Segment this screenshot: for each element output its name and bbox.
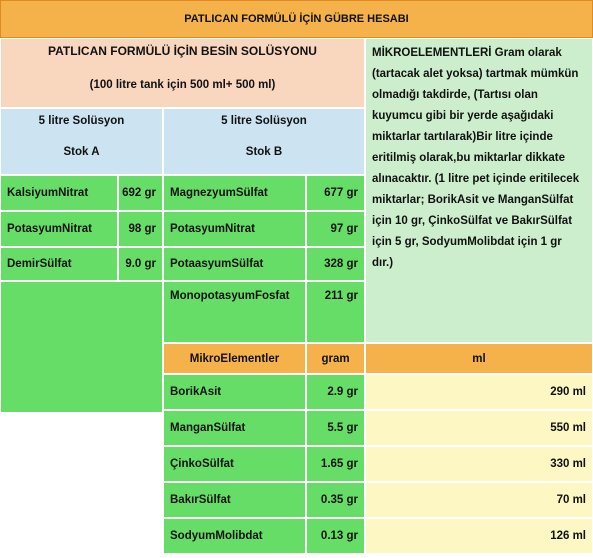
stock-b-heading-line2: Stok B	[245, 146, 283, 158]
stock-b-row-name: PotasyumNitrat	[163, 211, 306, 247]
micro-header-ml: ml	[365, 343, 593, 374]
stock-a-row-amount: 9.0 gr	[118, 247, 163, 281]
microelement-note-text: MİKROELEMENTLERİ Gram olarak (tartacak alet yoksa) tartmak mümkün olmadığı takdirde, (Tartısı olan kuyumcu gibi bir yerde aşağıdaki miktarlar tartılarak)Bir litre içinde eritilmiş olarak,bu miktarlar dikkate alınacaktır. (1 litre pet içinde eritilecek miktarlar; BorikAsit ve ManganSülfat için 10 gr, ÇinkoSülfat ve BakırSülfat için 5 gr, SodyumMolibdat için 1 gr dır.)	[372, 47, 580, 269]
micro-row-ml: 70 ml	[365, 482, 593, 518]
stock-b-row-name: MagnezyumSülfat	[163, 175, 306, 211]
stock-a-row-amount: 98 gr	[118, 211, 163, 247]
intro-title: PATLICAN FORMÜLÜ İÇİN BESİN SOLÜSYONU	[48, 44, 317, 58]
micro-row-gram: 1.65 gr	[306, 446, 365, 482]
stock-b-row-amount: 677 gr	[306, 175, 365, 211]
stock-a-row-name: DemirSülfat	[0, 247, 118, 281]
sheet-title-text: PATLICAN FORMÜLÜ İÇİN GÜBRE HESABI	[184, 13, 409, 25]
micro-row-name: BakırSülfat	[163, 482, 306, 518]
stock-a-row-amount: 692 gr	[118, 175, 163, 211]
micro-row-ml: 330 ml	[365, 446, 593, 482]
sheet-title	[0, 0, 593, 38]
micro-row-gram: 0.35 gr	[306, 482, 365, 518]
stock-a-heading-line2: Stok A	[63, 146, 100, 158]
micro-row-name: SodyumMolibdat	[163, 518, 306, 554]
stock-b-row-name: PotaasyumSülfat	[163, 247, 306, 281]
stock-b-row-amount: 328 gr	[306, 247, 365, 281]
stock-b-row-amount: 211 gr	[306, 281, 365, 343]
stock-b-heading	[163, 108, 365, 175]
stock-a-heading	[0, 108, 163, 175]
stock-a-heading-line1: 5 litre Solüsyon	[38, 115, 125, 127]
stock-b-row-name: MonopotasyumFosfat	[163, 281, 306, 343]
stock-a-row-name: KalsiyumNitrat	[0, 175, 118, 211]
stock-a-row-name: PotasyumNitrat	[0, 211, 118, 247]
micro-row-gram: 0.13 gr	[306, 518, 365, 554]
micro-row-name: ManganSülfat	[163, 410, 306, 446]
micro-row-name: BorikAsit	[163, 374, 306, 410]
micro-row-ml: 290 ml	[365, 374, 593, 410]
stock-b-row-amount: 97 gr	[306, 211, 365, 247]
micro-header-name: MikroElementler	[163, 343, 306, 374]
micro-header-gram: gram	[306, 343, 365, 374]
micro-row-ml: 550 ml	[365, 410, 593, 446]
stock-b-heading-line1: 5 litre Solüsyon	[221, 115, 307, 127]
micro-row-ml: 126 ml	[365, 518, 593, 554]
microelement-note	[365, 38, 593, 343]
micro-row-gram: 2.9 gr	[306, 374, 365, 410]
intro-block	[0, 38, 365, 108]
micro-row-name: ÇinkoSülfat	[163, 446, 306, 482]
stock-a-empty-area	[0, 281, 163, 413]
intro-subtitle: (100 litre tank için 500 ml+ 500 ml)	[89, 79, 276, 91]
micro-row-gram: 5.5 gr	[306, 410, 365, 446]
